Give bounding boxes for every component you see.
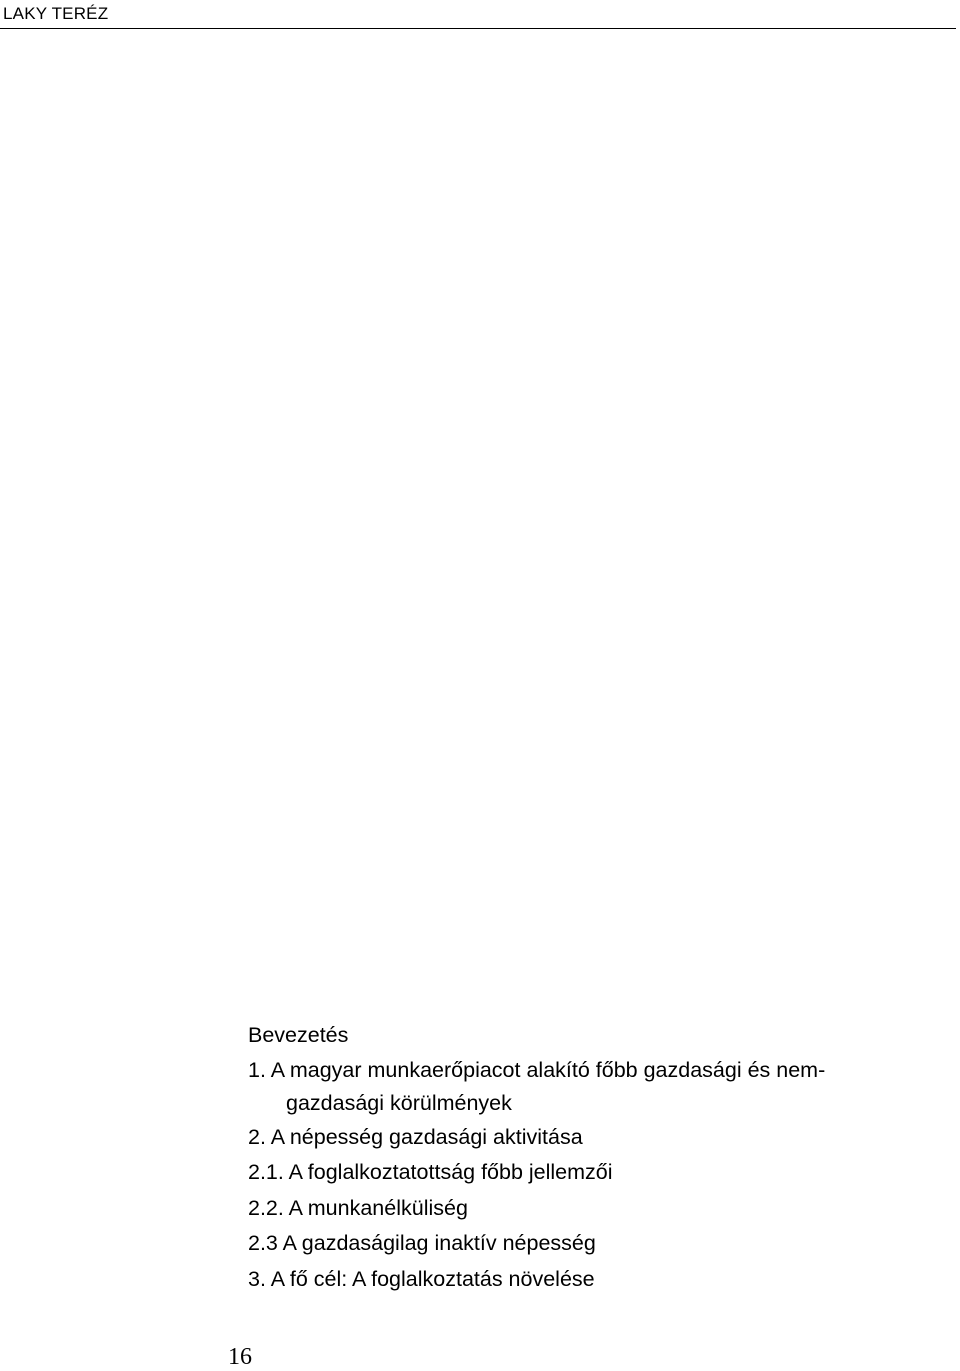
- page-number: 16: [228, 1344, 252, 1370]
- header-rule: [0, 28, 956, 29]
- toc-item-2-3[interactable]: 2.3 A gazdaságilag inaktív népesség: [248, 1231, 596, 1255]
- toc-item-2[interactable]: 2. A népesség gazdasági aktivitása: [248, 1124, 583, 1149]
- table-of-contents: [248, 1018, 918, 1297]
- toc-item-2-2[interactable]: 2.2. A munkanélküliség: [248, 1195, 468, 1220]
- toc-item-3[interactable]: 3. A fő cél: A foglalkoztatás növelése: [248, 1266, 595, 1291]
- toc-item-2-1[interactable]: 2.1. A foglalkoztatottság főbb jellemzői: [248, 1160, 613, 1184]
- toc-item-introduction[interactable]: Bevezetés: [248, 1023, 349, 1047]
- toc-item-1[interactable]: 1. A magyar munkaerőpiacot alakító főbb gazdasági és nem-gazdasági körülmények: [248, 1057, 826, 1115]
- running-header: LAKY TERÉZ: [3, 4, 109, 23]
